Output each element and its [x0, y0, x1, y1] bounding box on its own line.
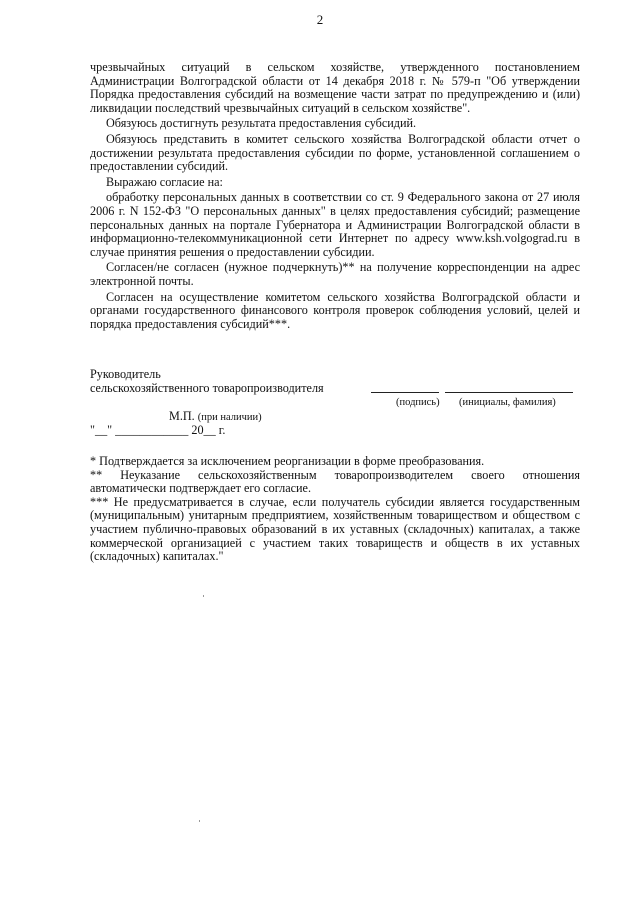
paragraph-continuation: чрезвычайных ситуаций в сельском хозяйстве, утвержденного постановлением Администрации Волгоградской области от 14 декабря 2018 г. № 579-п "Об утверждении Порядка предоставления субсидий на возмещение части затрат по предупреждению и (или) ликвидации последствий чрезвычайных ситуаций в сельском хозяйстве". [90, 60, 580, 115]
signer-role-row [90, 382, 590, 396]
stamp-row [90, 410, 590, 424]
name-line [445, 392, 573, 393]
footnote-1: * Подтверждается за исключением реорганизации в форме преобразования. [90, 454, 485, 468]
signer-role-line2: сельскохозяйственного товаропроизводителя [90, 380, 324, 395]
scan-speck [203, 595, 204, 597]
paragraph-consent-intro: Выражаю согласие на: [106, 174, 223, 189]
stamp-label: М.П. [169, 408, 195, 423]
scan-speck [199, 820, 200, 822]
signature-captions [90, 396, 590, 410]
date-line: "__" ____________ 20__ г. [90, 422, 226, 437]
signature-caption: (подпись) [396, 396, 440, 408]
paragraph-personal-data: обработку персональных данных в соответствии со ст. 9 Федерального закона от 27 июля 2006 г. N 152-ФЗ "О персональных данных" в целях предоставления субсидий; размещение персональных данных на портале Губернатора и Администрации Волгоградской области в информационно-телекоммуникационной сети Интернет по адресу www.ksh.volgograd.ru в случае принятия решения о предоставлении субсидии. [90, 190, 580, 259]
paragraph-email-consent: Согласен/не согласен (нужное подчеркнуть)** на получение корреспонденции на адрес электронной почты. [90, 260, 580, 288]
signer-role-line1: Руководитель [90, 367, 161, 381]
footnote-3: *** Не предусматривается в случае, если получатель субсидии является государственным (муниципальным) унитарным предприятием, хозяйственным товариществом и обществом с участием публично-правовых образований в их уставных (складочных) капиталах, а также коммерческой организацией с участием таких товариществ и обществ в их уставных (складочных) капиталах." [90, 494, 580, 564]
paragraph-inspection-consent: Согласен на осуществление комитетом сельского хозяйства Волгоградской области и органами государственного финансового контроля проверок соблюдения условий, целей и порядка предоставления субсидий***. [90, 289, 580, 331]
signature-block [90, 368, 590, 438]
paragraph-commitment-result: Обязуюсь достигнуть результата предоставления субсидий. [106, 116, 417, 131]
signature-line [371, 392, 439, 393]
page-number: 2 [316, 12, 324, 27]
name-caption: (инициалы, фамилия) [459, 396, 556, 408]
paragraph-commitment-report: Обязуюсь представить в комитет сельского хозяйства Волгоградской области отчет о достижении результата предоставления субсидии по форме, установленной соглашением о предоставлении субсидий. [90, 131, 580, 174]
footnotes [90, 455, 580, 564]
document-body [90, 61, 580, 331]
stamp-note: (при наличии) [197, 411, 262, 423]
footnote-2: ** Неуказание сельскохозяйственным товаропроизводителем своего отношения автоматически подтверждает его согласие. [90, 467, 580, 496]
